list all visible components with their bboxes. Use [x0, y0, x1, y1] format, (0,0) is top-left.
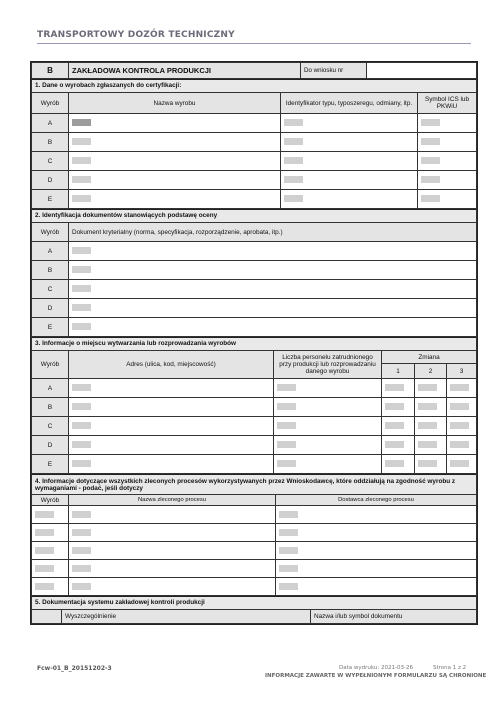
product-field[interactable]	[32, 524, 69, 542]
row-label: E	[32, 455, 69, 474]
section-title: ZAKŁADOWA KONTROLA PRODUKCJI	[69, 63, 301, 79]
product-name-field[interactable]	[69, 190, 281, 209]
section-4-title: 4. Informacje dotyczące wszystkich zleconych procesów wykorzystywanych przez Wnioskodawcę, które oddziałują na zgodność wyrobu z wymaganiami - podać, jeśli dotyczy	[32, 475, 477, 495]
shift-field[interactable]	[447, 417, 477, 436]
product-name-field[interactable]	[69, 114, 281, 133]
col-product: Wyrób	[32, 93, 69, 114]
request-number-field[interactable]	[367, 63, 477, 79]
type-identifier-field[interactable]	[281, 190, 418, 209]
ics-symbol-field[interactable]	[418, 114, 477, 133]
row-label: A	[32, 379, 69, 398]
form-heading-row	[31, 62, 477, 79]
row-label: C	[32, 152, 69, 171]
col-document-name: Nazwa i/lub symbol dokumentu	[311, 610, 477, 624]
blank-cell	[32, 610, 62, 624]
product-field[interactable]	[32, 506, 69, 524]
shift-field[interactable]	[415, 436, 447, 455]
outsourced-process-field[interactable]	[69, 560, 276, 578]
type-identifier-field[interactable]	[281, 114, 418, 133]
staff-count-field[interactable]	[274, 398, 382, 417]
process-supplier-field[interactable]	[276, 560, 477, 578]
staff-count-field[interactable]	[274, 455, 382, 474]
section-2-title: 2. Identyfikacja dokumentów stanowiących podstawę oceny	[32, 210, 477, 223]
criteria-document-field[interactable]	[69, 299, 477, 318]
process-supplier-field[interactable]	[276, 578, 477, 596]
shift-field[interactable]	[447, 455, 477, 474]
section-5-table	[31, 596, 477, 624]
product-name-field[interactable]	[69, 171, 281, 190]
section-5-title: 5. Dokumentacja systemu zakładowej kontroli produkcji	[32, 597, 477, 610]
staff-count-field[interactable]	[274, 436, 382, 455]
col-process-supplier: Dostawca zleconego procesu	[276, 495, 477, 506]
row-label: B	[32, 261, 69, 280]
col-address: Adres (ulica, kod, miejscowość)	[69, 351, 274, 379]
outsourced-process-field[interactable]	[69, 542, 276, 560]
col-specification: Wyszczególnienie	[62, 610, 311, 624]
col-criteria-document: Dokument kryterialny (norma, specyfikacja, rozporządzenie, aprobata, itp.)	[69, 223, 477, 242]
confidentiality-note: INFORMACJE ZAWARTE W WYPEŁNIONYM FORMULARZU SĄ CHRONIONE	[265, 673, 487, 679]
section-letter: B	[32, 63, 69, 79]
product-field[interactable]	[32, 542, 69, 560]
request-label: Do wniosku nr	[301, 63, 367, 79]
section-3-table	[31, 337, 477, 474]
ics-symbol-field[interactable]	[418, 152, 477, 171]
row-label: B	[32, 133, 69, 152]
row-label: D	[32, 436, 69, 455]
shift-field[interactable]	[415, 417, 447, 436]
form-code: Fcw-01_B_20151202-3	[37, 665, 112, 672]
col-product: Wyrób	[32, 351, 69, 379]
address-field[interactable]	[69, 379, 274, 398]
col-product: Wyrób	[32, 495, 69, 506]
page-number: Strona 1 z 2	[433, 665, 467, 671]
shift-field[interactable]	[382, 455, 415, 474]
row-label: C	[32, 417, 69, 436]
type-identifier-field[interactable]	[281, 133, 418, 152]
shift-3-header: 3	[447, 364, 477, 379]
section-3-title: 3. Informacje o miejscu wytwarzania lub rozprowadzania wyrobów	[32, 338, 477, 351]
shift-field[interactable]	[415, 455, 447, 474]
type-identifier-field[interactable]	[281, 171, 418, 190]
ics-symbol-field[interactable]	[418, 171, 477, 190]
col-shift: Zmiana	[382, 351, 477, 364]
row-label: C	[32, 280, 69, 299]
criteria-document-field[interactable]	[69, 261, 477, 280]
product-name-field[interactable]	[69, 152, 281, 171]
shift-field[interactable]	[382, 379, 415, 398]
shift-field[interactable]	[415, 379, 447, 398]
address-field[interactable]	[69, 436, 274, 455]
section-1-title: 1. Dane o wyrobach zgłaszanych do certyfikacji:	[32, 80, 477, 93]
shift-2-header: 2	[415, 364, 447, 379]
staff-count-field[interactable]	[274, 417, 382, 436]
shift-field[interactable]	[382, 417, 415, 436]
section-4-table	[31, 474, 477, 596]
process-supplier-field[interactable]	[276, 506, 477, 524]
shift-field[interactable]	[382, 436, 415, 455]
shift-field[interactable]	[415, 398, 447, 417]
shift-field[interactable]	[447, 379, 477, 398]
address-field[interactable]	[69, 398, 274, 417]
criteria-document-field[interactable]	[69, 242, 477, 261]
row-label: A	[32, 114, 69, 133]
document-header-title: TRANSPORTOWY DOZÓR TECHNICZNY	[37, 30, 235, 40]
product-field[interactable]	[32, 578, 69, 596]
outsourced-process-field[interactable]	[69, 578, 276, 596]
address-field[interactable]	[69, 417, 274, 436]
col-outsourced-process: Nazwa zleconego procesu	[69, 495, 276, 506]
type-identifier-field[interactable]	[281, 152, 418, 171]
process-supplier-field[interactable]	[276, 524, 477, 542]
address-field[interactable]	[69, 455, 274, 474]
shift-field[interactable]	[447, 398, 477, 417]
product-name-field[interactable]	[69, 133, 281, 152]
col-type-identifier: Identyfikator typu, typoszeregu, odmiany, itp.	[281, 93, 418, 114]
print-date: Data wydruku: 2021-03-26	[339, 665, 413, 671]
criteria-document-field[interactable]	[69, 280, 477, 299]
row-label: A	[32, 242, 69, 261]
col-product: Wyrób	[32, 223, 69, 242]
row-label: D	[32, 299, 69, 318]
criteria-document-field[interactable]	[69, 318, 477, 337]
shift-field[interactable]	[447, 436, 477, 455]
staff-count-field[interactable]	[274, 379, 382, 398]
shift-field[interactable]	[382, 398, 415, 417]
process-supplier-field[interactable]	[276, 542, 477, 560]
outsourced-process-field[interactable]	[69, 524, 276, 542]
section-1-table	[31, 79, 477, 209]
outsourced-process-field[interactable]	[69, 506, 276, 524]
ics-symbol-field[interactable]	[418, 133, 477, 152]
row-label: B	[32, 398, 69, 417]
col-product-name: Nazwa wyrobu	[69, 93, 281, 114]
col-ics-symbol: Symbol ICS lub PKWiU	[418, 93, 477, 114]
row-label: D	[32, 171, 69, 190]
shift-1-header: 1	[382, 364, 415, 379]
form-sheet	[30, 61, 478, 625]
row-label: E	[32, 318, 69, 337]
col-staff-count: Liczba personelu zatrudnionego przy produkcji lub rozprowadzaniu danego wyrobu	[274, 351, 382, 379]
section-2-table	[31, 209, 477, 337]
header-divider	[37, 43, 471, 44]
product-field[interactable]	[32, 560, 69, 578]
row-label: E	[32, 190, 69, 209]
ics-symbol-field[interactable]	[418, 190, 477, 209]
